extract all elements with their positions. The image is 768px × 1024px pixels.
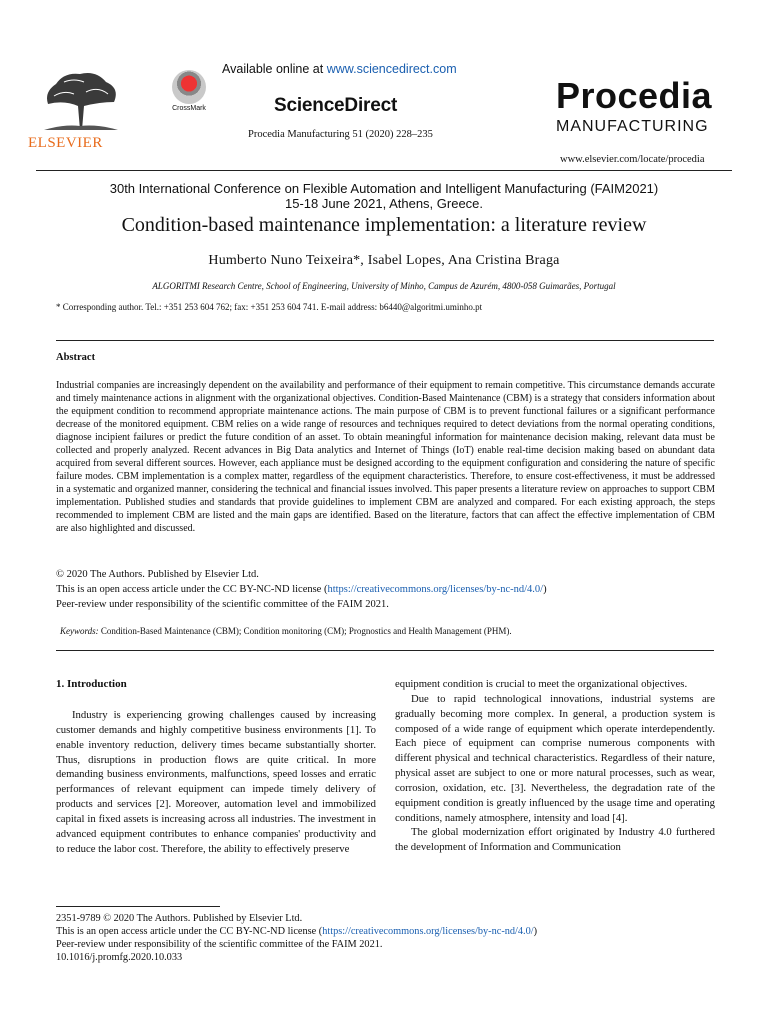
elsevier-logo — [28, 66, 132, 152]
peer-review-line: Peer-review under responsibility of the scientific committee of the FAIM 2021. — [56, 599, 389, 610]
crossmark-label: CrossMark — [172, 105, 206, 112]
keywords-bottom-rule — [56, 650, 714, 651]
journal-subtitle: MANUFACTURING — [556, 118, 709, 135]
footer-block — [56, 912, 537, 964]
journal-logo — [556, 75, 713, 136]
conference-line-2: 15-18 June 2021, Athens, Greece. — [284, 196, 484, 211]
paper-authors: Humberto Nuno Teixeira*, Isabel Lopes, Ana Cristina Braga — [208, 253, 560, 268]
intro-paragraph-1-cont: equipment condition is crucial to meet the organizational objectives. — [395, 678, 688, 690]
intro-paragraph-1: Industry is experiencing growing challenges caused by increasing customer demands and highly competitive business environments [1]. To enable inventory reduction, delivery times became substantially shorter. Thus, disruptions in production flows are quite critical. In more demanding business environments, malfunctions, speed losses and erratic performances of relevant equipment can impede timely delivery of products and services [2]. Moreover, automation level and immobilized capital in fixed assets is increasing across all industries. The investment in advanced equipment contributes to enhance companies' productivity and to reduce the labor cost. Therefore, the ability to effectively preserve — [56, 709, 376, 855]
keywords-label: Keywords: — [60, 626, 99, 636]
sciencedirect-wordmark: ScienceDirect — [274, 95, 398, 116]
footer-divider — [56, 906, 220, 907]
footer-license-line — [56, 925, 537, 938]
footer-peer-review: Peer-review under responsibility of the scientific committee of the FAIM 2021. — [56, 939, 383, 950]
footer-license-suffix: ) — [533, 926, 538, 937]
intro-paragraph-2: Due to rapid technological innovations, industrial systems are gradually becoming more complex. In general, a production system is composed of a wide range of equipment which operate interdependently. Each piece of equipment can comprise numerous components with different physical and technical characteristics. Regardless of their nature, physical asset are subject to one or more natural processes, such as wear, corrosion, oxidation, etc. [3]. Nevertheless, the degradation rate of the equipment condition is greatly influenced by the usage time and operating conditions, namely atmosphere, intensity and load [4]. — [395, 692, 715, 824]
publisher-name: ELSEVIER — [28, 135, 103, 151]
keywords — [60, 626, 512, 636]
license-link[interactable]: https://creativecommons.org/licenses/by-nc-nd/4.0/ — [327, 584, 544, 595]
available-online — [222, 62, 457, 76]
intro-paragraph-3: The global modernization effort originated by Industry 4.0 furthered the development of Information and Communication — [395, 826, 715, 854]
footer-license-prefix: This is an open access article under the CC BY-NC-ND license ( — [56, 926, 323, 937]
crossmark-icon — [172, 70, 206, 104]
copyright-block — [56, 567, 547, 612]
abstract-top-rule — [56, 340, 714, 341]
journal-url[interactable]: www.elsevier.com/locate/procedia — [560, 154, 705, 165]
affiliation: ALGORITMI Research Centre, School of Engineering, University of Minho, Campus de Azurém, 4800-058 Guimarães, Portugal — [152, 281, 616, 291]
journal-name: Procedia — [556, 75, 713, 116]
header-divider — [36, 170, 732, 171]
issn-line: 2351-9789 © 2020 The Authors. Published by Elsevier Ltd. — [56, 913, 303, 924]
journal-citation: Procedia Manufacturing 51 (2020) 228–235 — [248, 129, 433, 140]
keywords-text: Condition-Based Maintenance (CBM); Condition monitoring (CM); Prognostics and Health Management (PHM). — [100, 626, 512, 636]
section-heading-introduction: 1. Introduction — [56, 678, 127, 690]
conference-line-1: 30th International Conference on Flexible Automation and Intelligent Manufacturing (FAIM2021) — [109, 181, 659, 196]
paper-title: Condition-based maintenance implementation: a literature review — [121, 214, 647, 236]
sciencedirect-link[interactable]: www.sciencedirect.com — [326, 62, 457, 76]
abstract-heading: Abstract — [56, 352, 96, 363]
footer-license-link[interactable]: https://creativecommons.org/licenses/by-nc-nd/4.0/ — [322, 926, 534, 937]
crossmark-badge[interactable] — [164, 70, 214, 112]
corresponding-author: * Corresponding author. Tel.: +351 253 604 762; fax: +351 253 604 741. E-mail address: b6440@algoritmi.uminho.pt — [56, 302, 483, 312]
right-column — [395, 677, 715, 855]
available-prefix: Available online at — [222, 62, 327, 76]
license-line — [56, 582, 547, 597]
doi[interactable]: 10.1016/j.promfg.2020.10.033 — [56, 952, 183, 963]
copyright-line: © 2020 The Authors. Published by Elsevier Ltd. — [56, 569, 259, 580]
elsevier-tree-icon — [34, 66, 126, 132]
abstract-text: Industrial companies are increasingly dependent on the availability and performance of their equipment to remain competitive. This circumstance demands accurate and timely maintenance actions in alignment with the organizational objectives. Condition-Based Maintenance (CBM) is a strategy that considers information about the equipment condition to recommend appropriate maintenance actions. The main purpose of CBM is to prevent functional failures or a significant performance decrease of the monitored equipment. CBM relies on a wide range of resources and techniques required to detect deviations from the normal operating conditions, diagnose incipient failures or predict the future condition of an asset. To obtain meaningful information for maintenance decision making, relevant data must be collected and properly analyzed. Recent advances in Big Data analytics and Internet of Things (IoT) enable real-time decision making based on abundant data acquired from several different sources. However, each appliance must be designed according to the equipment configuration and considering the nature of specific failure modes. CBM implementation is a complex matter, regardless of the equipment characteristics. Therefore, to ensure cost-effectiveness, it must be addressed in a systematic and organized manner, considering the technical and financial issues involved. This paper presents a literature review on approaches to support CBM implementation. Published studies and standards that provide guidelines to implement CBM are analyzed and compared. For each existing approach, the steps recommended to implement CBM are listed and the main gaps are identified. Based on the literature, factors that can affect the effective implementation of CBM are also highlighted and discussed. — [56, 380, 715, 534]
left-column — [56, 708, 376, 856]
license-prefix: This is an open access article under the CC BY-NC-ND license ( — [56, 584, 328, 595]
license-suffix: ) — [543, 584, 547, 595]
